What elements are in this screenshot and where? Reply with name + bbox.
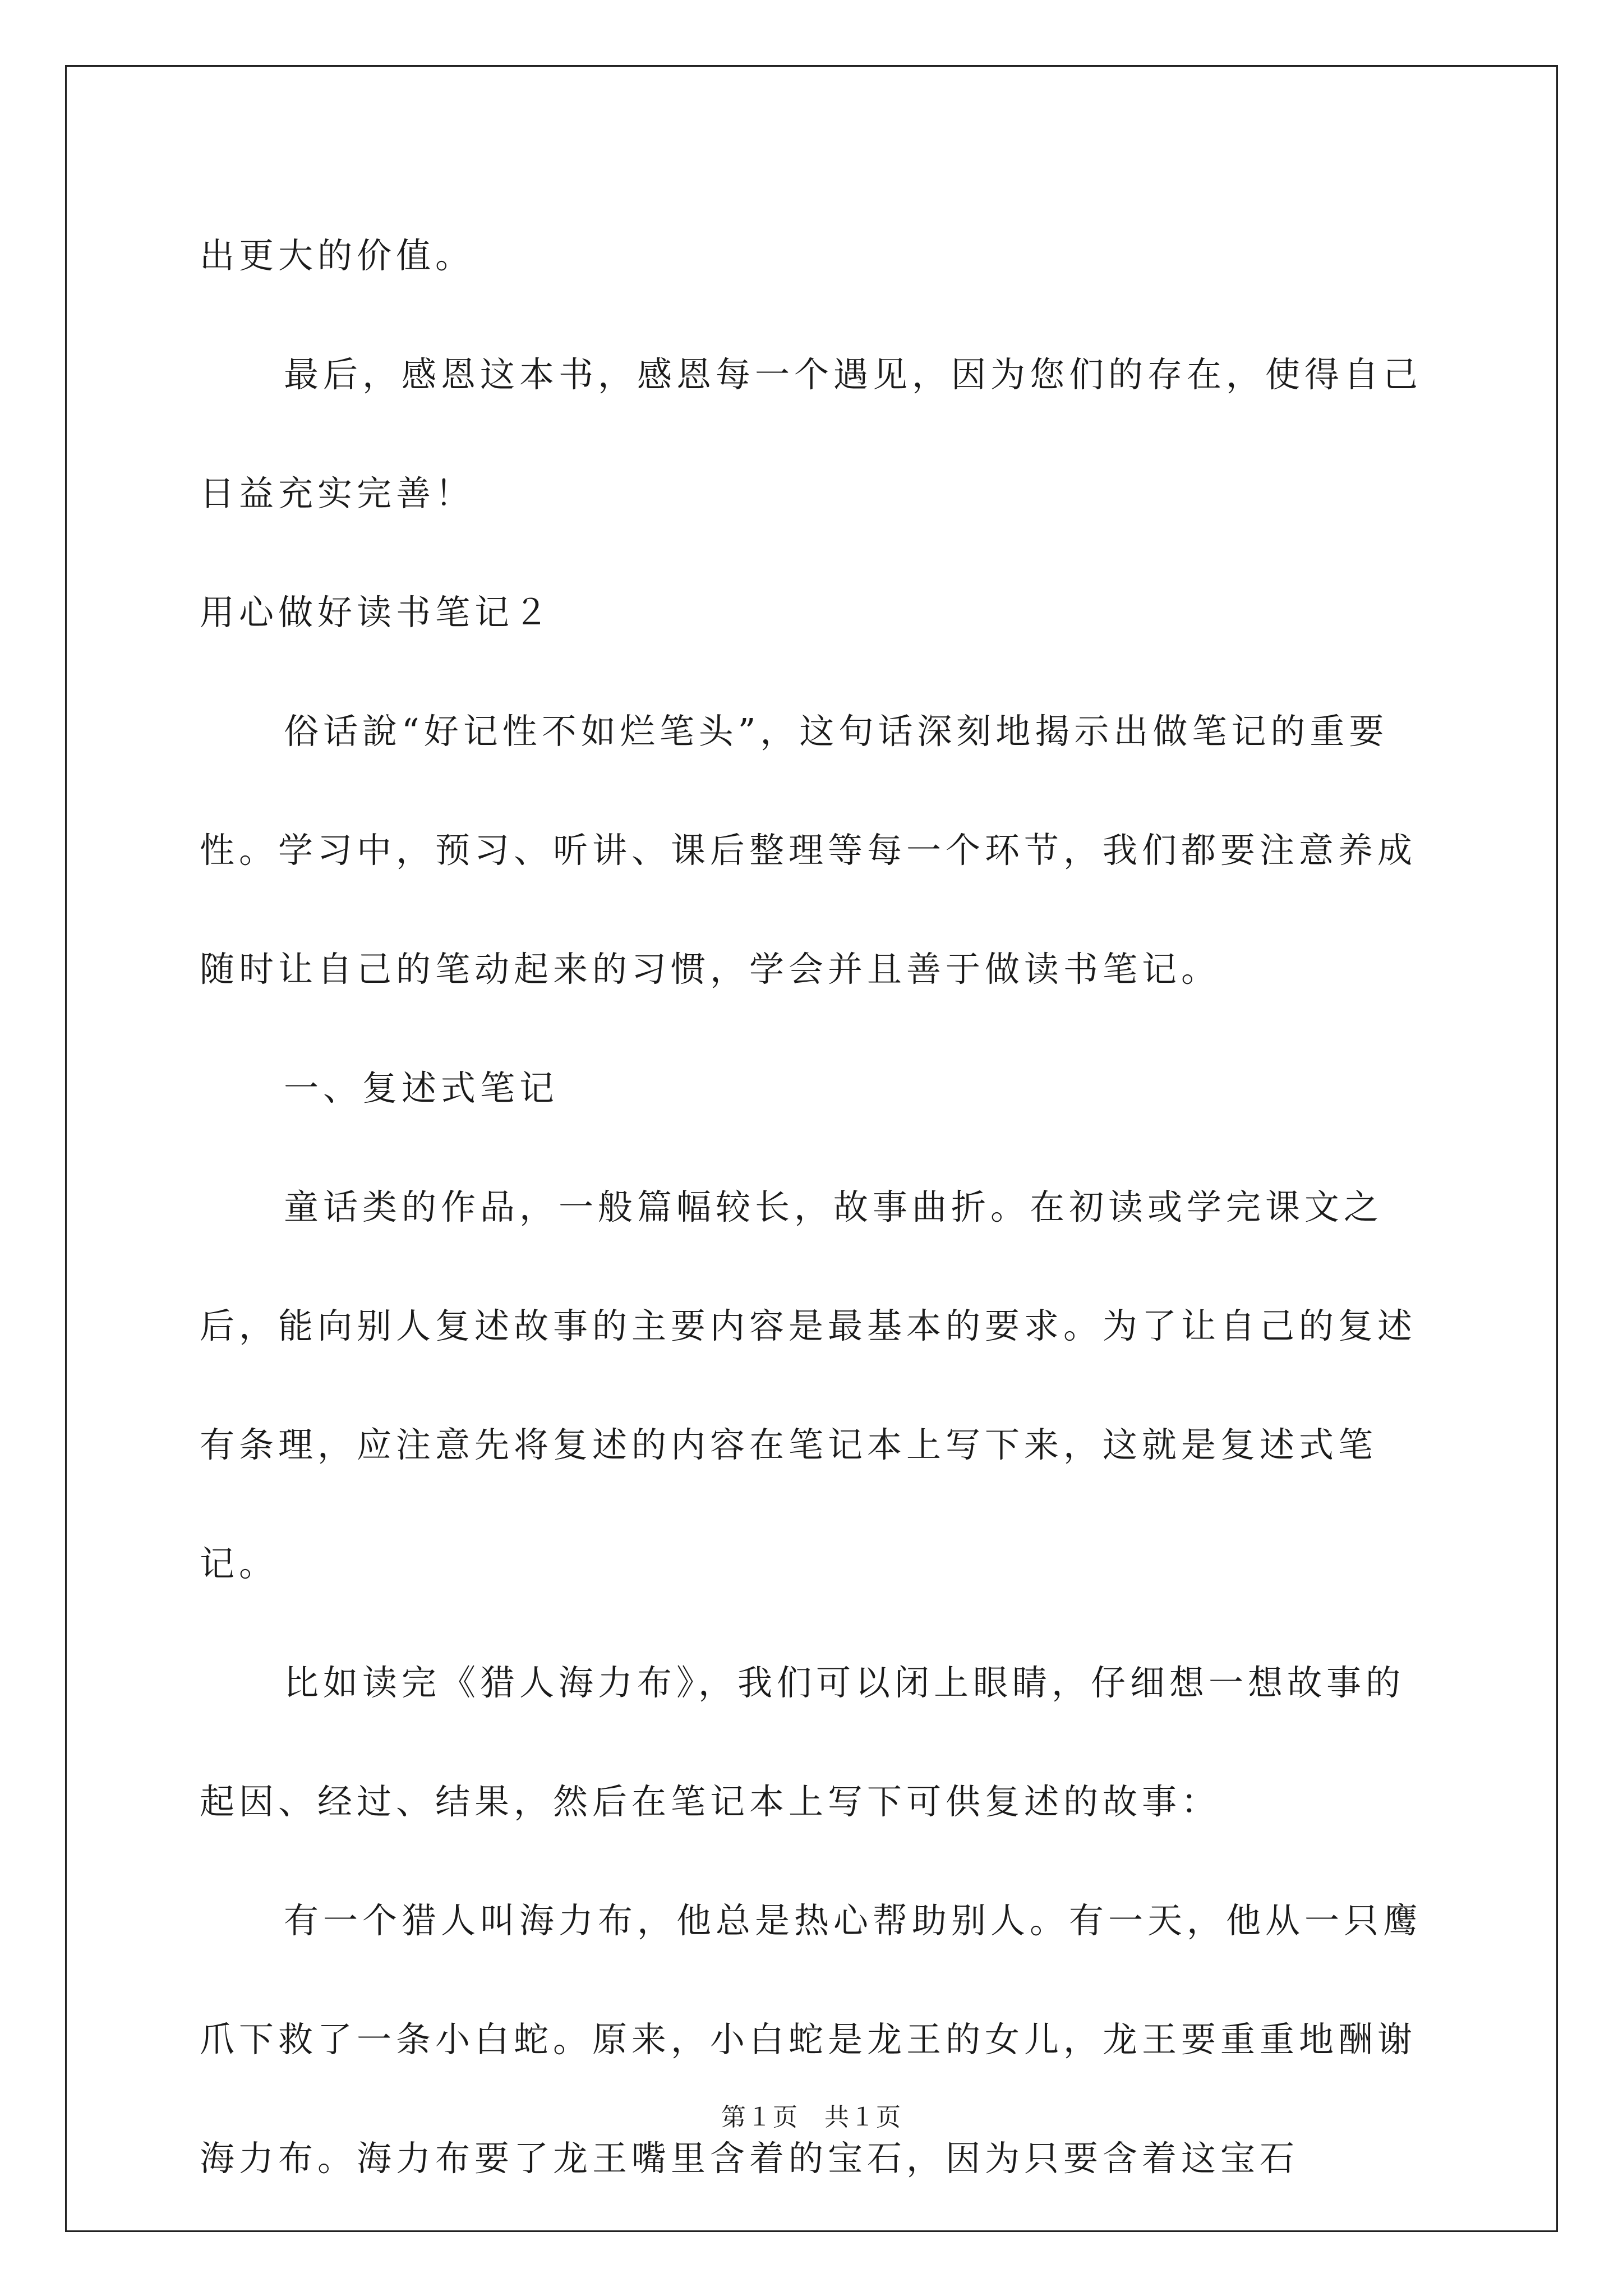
document-body	[200, 196, 1428, 2218]
paragraph-retelling-explanation: 童话类的作品，一般篇幅较长，故事曲折。在初读或学完课文之后，能向别人复述故事的主要内容是最基本的要求。为了让自己的复述有条理，应注意先将复述的内容在笔记本上写下来，这就是复述式笔记。	[200, 1186, 1417, 1584]
section-title: 用心做好读书笔记２	[200, 592, 554, 633]
paragraph-intro: 俗话說“好记性不如烂笔头”，这句话深刻地揭示出做笔记的重要性。学习中，预习、听讲、课后整理等每一个环节，我们都要注意养成随时让自己的笔动起来的习惯，学会并且善于做读书笔记。	[200, 711, 1417, 990]
paragraph-example: 比如读完《猎人海力布》，我们可以闭上眼睛，仔细想一想故事的起因、经过、结果，然后在笔记本上写下可供复述的故事：	[200, 1662, 1405, 1822]
subheading-retelling-notes: 一、复述式笔记	[284, 1068, 559, 1108]
paragraph-continuation: 出更大的价值。	[200, 235, 475, 276]
page-footer: 第１页 共１页	[721, 2103, 902, 2132]
paragraph-story: 有一个猎人叫海力布，他总是热心帮助别人。有一天，他从一只鹰爪下救了一条小白蛇。原来，小白蛇是龙王的女儿，龙王要重重地酬谢海力布。海力布要了龙王嘴里含着的宝石，因为只要含着这宝石	[200, 1900, 1423, 2179]
paragraph-gratitude: 最后，感恩这本书，感恩每一个遇见，因为您们的存在，使得自己日益充实完善！	[200, 354, 1423, 514]
